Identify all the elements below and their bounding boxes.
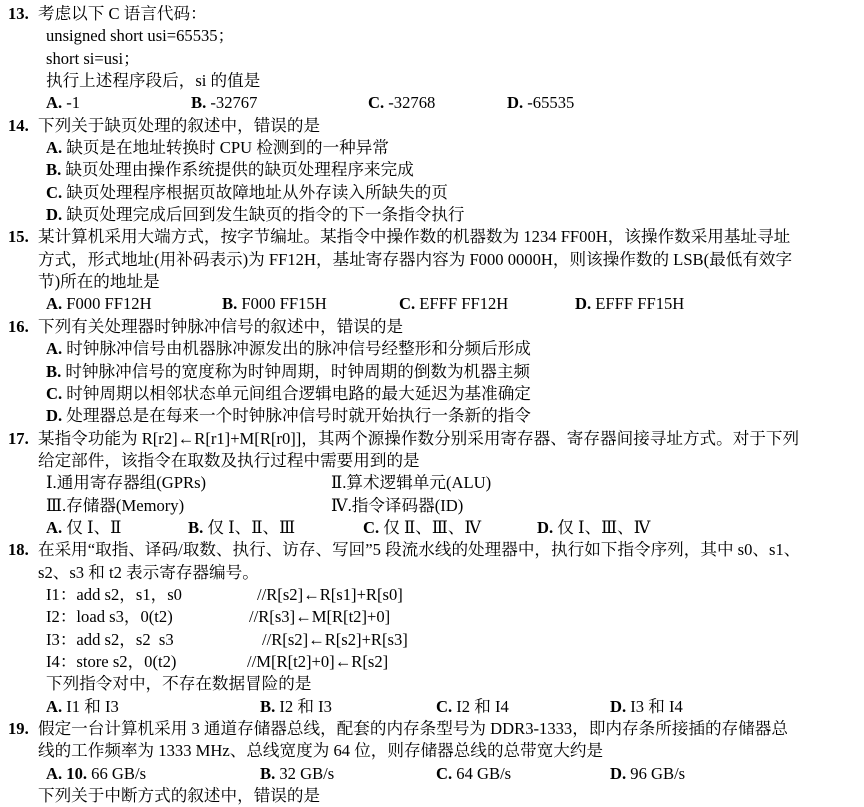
code-text: I4：store s2，0(t2) (46, 651, 177, 671)
option-text: -1 (66, 93, 81, 113)
option-text: 缺页是在地址转换时 CPU 检测到的一种异常 (66, 138, 389, 158)
option-label: A. (46, 696, 67, 716)
option-label: D. (46, 406, 67, 426)
stem-text: 某计算机采用大端方式，按字节编址。某指令中操作数的机器数为 1234 FF00H，该操作数采用基址寻址 (38, 227, 791, 247)
body-line: 执行上述程序段后，si 的值是 (46, 71, 261, 91)
clipped-partial-line: 下列关于中断方式的叙述中，错误的是 (38, 786, 321, 806)
option-text: 仅 Ⅱ、Ⅲ、Ⅳ (383, 517, 482, 537)
question (0, 115, 864, 227)
question-number: 17. (8, 428, 29, 448)
option-label: B. (46, 160, 66, 180)
option-label: D. (610, 763, 631, 783)
question-list (0, 3, 864, 807)
option-label: C. (399, 294, 420, 314)
option-text: I1 和 I3 (66, 696, 119, 716)
option-label: D. (507, 93, 528, 113)
stem-text: 假定一台计算机采用 3 通道存储器总线，配套的内存条型号为 DDR3-1333，即内存条所接插的存储器总 (38, 719, 788, 738)
option (436, 763, 610, 785)
option-text: 仅 Ⅰ、Ⅱ、Ⅲ (207, 517, 296, 537)
question-stem-line (0, 316, 864, 338)
option (188, 517, 363, 539)
stem-text: 下列有关处理器时钟脉冲信号的叙述中，错误的是 (38, 316, 404, 336)
option-label: A. (46, 339, 67, 359)
question (0, 785, 864, 807)
stem-text: 考虑以下 C 语言代码： (38, 4, 207, 23)
option-line (0, 137, 864, 159)
question (0, 316, 864, 428)
stem-continuation-line: 线的工作频率为 1333 MHz、总线宽度为 64 位，则存储器总线的总带宽大约是 (38, 741, 604, 761)
body-line: short si=usi； (46, 48, 140, 68)
code-line (0, 651, 864, 673)
code-line (0, 606, 864, 628)
option (260, 696, 436, 718)
two-column-list-line (0, 472, 864, 494)
options-row (0, 293, 864, 315)
code-text: I3：add s2，s2 s3 (46, 629, 174, 649)
option (368, 92, 507, 114)
option-line (0, 182, 864, 204)
option-line (0, 159, 864, 181)
code-comment: //R[s3]←M[R[t2]+0] (249, 607, 391, 627)
option-label: D. (46, 205, 67, 225)
body-line: unsigned short usi=65535； (46, 26, 235, 46)
option-text: -65535 (527, 93, 575, 113)
stem-continuation-line: 给定部件，该指令在取数及执行过程中需要用到的是 (38, 450, 420, 470)
option-text: I2 和 I4 (456, 696, 509, 716)
option-text: I2 和 I3 (279, 696, 332, 716)
option-text: -32768 (388, 93, 436, 113)
option-text: 时钟周期以相邻状态单元间组合逻辑电路的最大延迟为基准确定 (66, 383, 531, 403)
question-number: 15. (8, 227, 29, 247)
option-label: B. (260, 696, 280, 716)
option (399, 293, 575, 315)
option (46, 92, 191, 114)
question-stem-line (0, 428, 864, 450)
option-label: B. (188, 517, 208, 537)
option (46, 763, 260, 785)
option-line (0, 405, 864, 427)
code-line (0, 629, 864, 651)
option (537, 517, 650, 539)
option (363, 517, 537, 539)
question-number: 18. (8, 540, 29, 560)
option-label: B. (191, 93, 211, 113)
options-row (0, 763, 864, 785)
option-line (0, 338, 864, 360)
question-number: 13. (8, 4, 29, 23)
option-text: 96 GB/s (630, 763, 686, 783)
option-label: D. (575, 294, 596, 314)
option-label: A. (46, 93, 67, 113)
option (610, 763, 685, 785)
list-item: Ⅰ.通用寄存器组(GPRs) (46, 473, 207, 493)
option-text: 64 GB/s (456, 763, 512, 783)
two-column-list-line (0, 495, 864, 517)
code-text: I1：add s2，s1，s0 (46, 584, 182, 604)
body-line: 下列指令对中，不存在数据冒险的是 (46, 674, 312, 694)
options-row (0, 696, 864, 718)
list-item: Ⅱ.算术逻辑单元(ALU) (331, 473, 492, 493)
code-line (0, 584, 864, 606)
question-stem-line (0, 539, 864, 561)
stem-continuation-line: 节)所在的地址是 (38, 272, 160, 292)
option (46, 696, 260, 718)
option-line (0, 361, 864, 383)
list-item: Ⅲ.存储器(Memory) (46, 495, 185, 515)
option-text: EFFF FF12H (419, 294, 509, 314)
question (0, 3, 864, 115)
option-label: C. (363, 517, 384, 537)
stem-text: 某指令功能为 R[r2]←R[r1]+M[R[r0]]，其两个源操作数分别采用寄存器、寄存器间接寻址方式。对于下列 (38, 428, 800, 448)
code-text: I2：load s3，0(t2) (46, 607, 173, 627)
option-text: 时钟脉冲信号由机器脉冲源发出的脉冲信号经整形和分频后形成 (66, 339, 531, 359)
question-number: 16. (8, 316, 29, 336)
option-text: 缺页处理程序根据页故障地址从外存读入所缺失的页 (66, 182, 448, 202)
stem-continuation-line: 方式，形式地址(用补码表示)为 FF12H，基址寄存器内容为 F000 0000H，则该操作数的 LSB(最低有效字 (38, 249, 793, 269)
option-label: A. 10. (46, 763, 92, 783)
option-label: B. (46, 361, 66, 381)
option (191, 92, 368, 114)
question-stem-line (0, 3, 864, 25)
option-text: 缺页处理由操作系统提供的缺页处理程序来完成 (65, 160, 414, 180)
option (575, 293, 684, 315)
option-text: 仅 Ⅰ、Ⅲ、Ⅳ (557, 517, 651, 537)
option-label: B. (222, 294, 242, 314)
option-label: C. (46, 383, 67, 403)
question (0, 718, 864, 785)
options-row (0, 92, 864, 114)
option-text: 32 GB/s (279, 763, 335, 783)
option-label: A. (46, 517, 67, 537)
option-label: B. (260, 763, 280, 783)
question-stem-line (0, 115, 864, 137)
option-label: C. (436, 763, 457, 783)
option-text: 缺页处理完成后回到发生缺页的指令的下一条指令执行 (66, 205, 465, 225)
option-line (0, 383, 864, 405)
option-label: A. (46, 138, 67, 158)
question (0, 226, 864, 315)
question-number: 14. (8, 115, 29, 135)
option-label: C. (46, 182, 67, 202)
option (222, 293, 399, 315)
option (46, 293, 222, 315)
option-label: C. (436, 696, 457, 716)
question-stem-line (0, 718, 864, 740)
option (260, 763, 436, 785)
option (507, 92, 574, 114)
option-text: I3 和 I4 (630, 696, 683, 716)
code-comment: //R[s2]←R[s1]+R[s0] (257, 584, 403, 604)
option-line (0, 204, 864, 226)
option-label: D. (537, 517, 558, 537)
option-text: -32767 (210, 93, 258, 113)
option-text: 处理器总是在每来一个时钟脉冲信号时就开始执行一条新的指令 (66, 406, 531, 426)
stem-text: 下列关于缺页处理的叙述中，错误的是 (38, 115, 321, 135)
option-text: 时钟脉冲信号的宽度称为时钟周期，时钟周期的倒数为机器主频 (65, 361, 530, 381)
option-text: 仅 Ⅰ、Ⅱ (66, 517, 122, 537)
option (610, 696, 683, 718)
question-stem-line (0, 226, 864, 248)
code-comment: //R[s2]←R[s2]+R[s3] (262, 629, 408, 649)
option-text: F000 FF15H (241, 294, 327, 314)
question (0, 539, 864, 718)
list-item: Ⅳ.指令译码器(ID) (331, 495, 464, 515)
option-text: 66 GB/s (91, 763, 147, 783)
option-text: F000 FF12H (66, 294, 152, 314)
question (0, 428, 864, 540)
option-text: EFFF FF15H (595, 294, 685, 314)
question-number: 19. (8, 719, 29, 738)
option (46, 517, 188, 539)
options-row (0, 517, 864, 539)
option-label: C. (368, 93, 389, 113)
code-comment: //M[R[t2]+0]←R[s2] (247, 651, 389, 671)
option (436, 696, 610, 718)
stem-continuation-line: s2、s3 和 t2 表示寄存器编号。 (38, 562, 259, 582)
stem-text: 在采用“取指、译码/取数、执行、访存、写回”5 段流水线的处理器中，执行如下指令序列，其中 s0、s1、 (38, 540, 801, 560)
option-label: D. (610, 696, 631, 716)
option-label: A. (46, 294, 67, 314)
